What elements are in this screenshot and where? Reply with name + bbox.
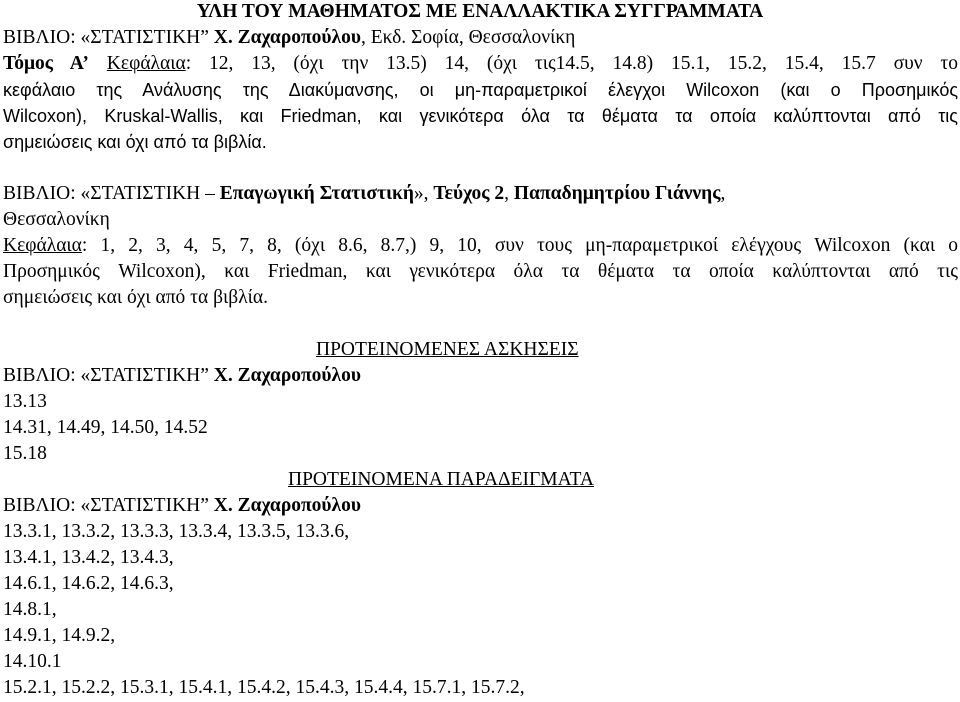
example-item: 14.10.1	[3, 651, 62, 672]
book1-chapters-line-1	[3, 51, 958, 77]
examples-book	[3, 493, 361, 519]
book1-chapters-label: Κεφάλαια	[106, 53, 186, 74]
book2-chapters-label: Κεφάλαια	[3, 235, 82, 256]
book1-chapters-text-1: : 12, 13, (όχι την 13.5) 14, (όχι τις14.5, 14.8) 15.1, 15.2, 15.4, 15.7 συν το	[185, 53, 958, 74]
book2-tail: ,	[720, 183, 726, 204]
book2-prefix: ΒΙΒΛΙΟ: «ΣΤΑΤΙΣΤΙΚΗ –	[3, 183, 220, 204]
book2-sep: ,	[504, 183, 514, 204]
examples-heading: ΠΡΟΤΕΙΝΟΜΕΝΑ ΠΑΡΑΔΕΙΓΜΑΤΑ	[288, 469, 594, 490]
examples-book-author: Χ. Ζαχαροπούλου	[213, 495, 362, 516]
book2-city: Θεσσαλονίκη	[3, 209, 110, 230]
example-item: 14.9.1, 14.9.2,	[3, 625, 116, 646]
book1-chapters-line-3: Wilcoxon), Kruskal-Wallis, και Friedman, και γενικότερα όλα τα θέματα τα οποία καλύπτονται από τις	[3, 106, 958, 126]
book2-subtitle: Επαγωγική Στατιστική	[219, 183, 414, 204]
exercises-book-prefix: ΒΙΒΛΙΟ: «ΣΤΑΤΙΣΤΙΚΗ”	[3, 365, 214, 386]
book2-mid: »,	[413, 183, 434, 204]
exercise-item: 13.13	[3, 391, 47, 412]
book2-chapters-line-2: Προσημικός Wilcoxon), και Friedman, και γενικότερα όλα τα θέματα τα οποία καλύπτονται από τις	[3, 261, 958, 282]
exercises-book	[3, 363, 361, 389]
book2-chapters-line-1	[3, 233, 958, 259]
book2-author: Παπαδημητρίου Γιάννης	[513, 183, 721, 204]
book2-issue: Τεύχος 2	[433, 183, 505, 204]
exercises-book-author: Χ. Ζαχαροπούλου	[213, 365, 362, 386]
book1-reference	[3, 25, 575, 51]
exercises-heading: ΠΡΟΤΕΙΝΟΜΕΝΕΣ ΑΣΚΗΣΕΙΣ	[316, 339, 579, 360]
book1-chapters-line-4: σημειώσεις και όχι από τα βιβλία.	[3, 132, 267, 152]
book1-prefix: ΒΙΒΛΙΟ: «ΣΤΑΤΙΣΤΙΚΗ”	[3, 27, 214, 48]
example-item: 13.4.1, 13.4.2, 13.4.3,	[3, 547, 174, 568]
exercise-item: 15.18	[3, 443, 47, 464]
examples-book-prefix: ΒΙΒΛΙΟ: «ΣΤΑΤΙΣΤΙΚΗ”	[3, 495, 214, 516]
example-item: 13.3.1, 13.3.2, 13.3.3, 13.3.4, 13.3.5, 13.3.6,	[3, 521, 350, 542]
example-item: 14.6.1, 14.6.2, 14.6.3,	[3, 573, 174, 594]
book1-publisher: , Εκδ. Σοφία, Θεσσαλονίκη	[361, 27, 576, 48]
example-item: 14.8.1,	[3, 599, 57, 620]
book2-reference	[3, 181, 725, 207]
book1-volume: Τόμος Α’	[3, 53, 89, 74]
page-title: ΥΛΗ ΤΟΥ ΜΑΘΗΜΑΤΟΣ ΜΕ ΕΝΑΛΛΑΚΤΙΚΑ ΣΥΓΓΡΑΜΜΑΤΑ	[196, 1, 764, 22]
book1-author: Χ. Ζαχαροπούλου	[213, 27, 362, 48]
example-item: 15.2.1, 15.2.2, 15.3.1, 15.4.1, 15.4.2, 15.4.3, 15.4.4, 15.7.1, 15.7.2,	[3, 677, 525, 698]
book1-chapters-line-2: κεφάλαιο της Ανάλυσης της Διακύμανσης, οι μη-παραμετρικοί έλεγχοι Wilcoxon (και ο Προσημικός	[3, 80, 958, 100]
exercise-item: 14.31, 14.49, 14.50, 14.52	[3, 417, 208, 438]
book2-chapters-text-1: : 1, 2, 3, 4, 5, 7, 8, (όχι 8.6, 8.7,) 9, 10, συν τους μη-παραμετρικοί ελέγχους Wilcoxon (και ο	[81, 235, 958, 256]
book2-chapters-line-3: σημειώσεις και όχι από τα βιβλία.	[3, 287, 268, 308]
